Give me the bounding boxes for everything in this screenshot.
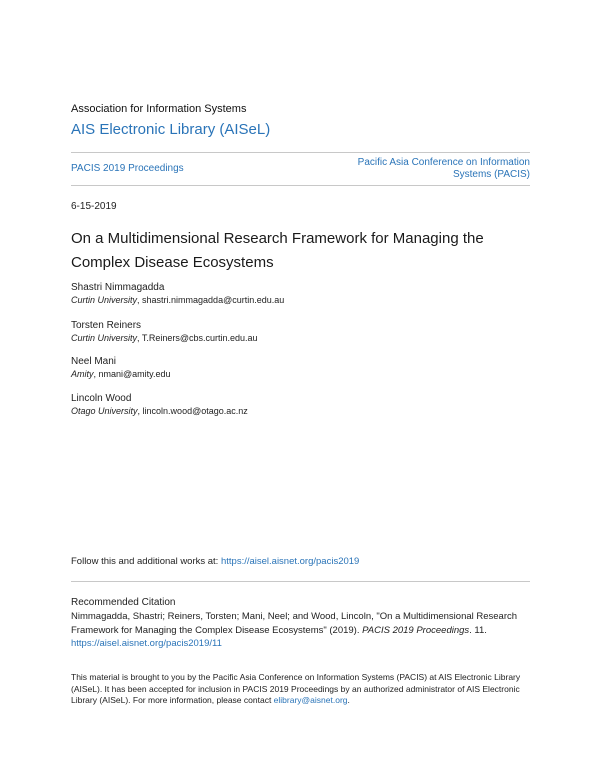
conference-link-line2: Systems (PACIS)	[452, 169, 530, 180]
author-institution: Curtin University	[71, 295, 138, 305]
conference-link-line1: Pacific Asia Conference on Information	[357, 157, 530, 168]
library-link[interactable]: AIS Electronic Library (AISeL)	[71, 121, 271, 138]
divider-middle	[71, 185, 530, 186]
paper-title	[71, 227, 531, 275]
author-email: nmani@amity.edu	[98, 369, 171, 379]
author-affiliation: Curtin University, shastri.nimmagadda@curtin.edu.au	[71, 295, 285, 305]
divider-top	[71, 152, 530, 153]
author-email: shastri.nimmagadda@curtin.edu.au	[142, 295, 285, 305]
author-institution: Otago University	[71, 406, 138, 416]
citation-text	[71, 610, 536, 651]
author-name: Shastri Nimmagadda	[71, 282, 165, 293]
author-entry	[71, 320, 258, 343]
author-entry	[71, 282, 284, 305]
author-institution: Amity	[71, 369, 94, 379]
citation-proceedings: PACIS 2019 Proceedings	[362, 624, 470, 636]
divider-bottom	[71, 581, 530, 582]
conference-link[interactable]	[310, 157, 530, 181]
follow-text: Follow this and additional works at:	[71, 556, 221, 567]
citation-heading: Recommended Citation	[71, 597, 176, 608]
author-name: Lincoln Wood	[71, 393, 132, 404]
citation-url-link[interactable]: https://aisel.aisnet.org/pacis2019/11	[71, 638, 222, 649]
author-name: Neel Mani	[71, 356, 117, 367]
author-institution: Curtin University	[71, 333, 138, 343]
availability-notice	[71, 672, 541, 707]
follow-line	[71, 556, 359, 567]
proceedings-link[interactable]: PACIS 2019 Proceedings	[71, 163, 184, 174]
author-affiliation: Amity, nmani@amity.edu	[71, 369, 171, 379]
author-affiliation: Curtin University, T.Reiners@cbs.curtin.edu.au	[71, 333, 258, 343]
author-affiliation: Otago University, lincoln.wood@otago.ac.nz	[71, 406, 248, 416]
collection-url-link[interactable]: https://aisel.aisnet.org/pacis2019	[220, 556, 360, 567]
contact-email-link[interactable]: elibrary@aisnet.org	[273, 695, 348, 705]
author-email: T.Reiners@cbs.curtin.edu.au	[141, 333, 258, 343]
paper-title-line1: On a Multidimensional Research Framework for Managing the	[71, 230, 484, 247]
publication-date: 6-15-2019	[71, 201, 117, 212]
notice-end: .	[347, 695, 350, 705]
author-entry	[71, 393, 248, 416]
author-entry	[71, 356, 171, 379]
citation-body: Nimmagadda, Shastri; Reiners, Torsten; Mani, Neel; and Wood, Lincoln, "On a Multidimensional Research Framework for Managing the Complex Disease Ecosystems" (2019).	[71, 611, 518, 636]
paper-title-line2: Complex Disease Ecosystems	[71, 254, 274, 271]
author-name: Torsten Reiners	[71, 320, 142, 331]
author-email: lincoln.wood@otago.ac.nz	[142, 406, 248, 416]
organization-name: Association for Information Systems	[71, 103, 247, 115]
notice-text: This material is brought to you by the Pacific Asia Conference on Information Systems (PACIS) at AIS Electronic Library (AISeL). It has been accepted for inclusion in PACIS 2019 Proceedings by an authorized administrator of AIS Electronic Library (AISeL). For more information, please contact	[71, 672, 521, 705]
citation-number: . 11.	[469, 624, 487, 636]
